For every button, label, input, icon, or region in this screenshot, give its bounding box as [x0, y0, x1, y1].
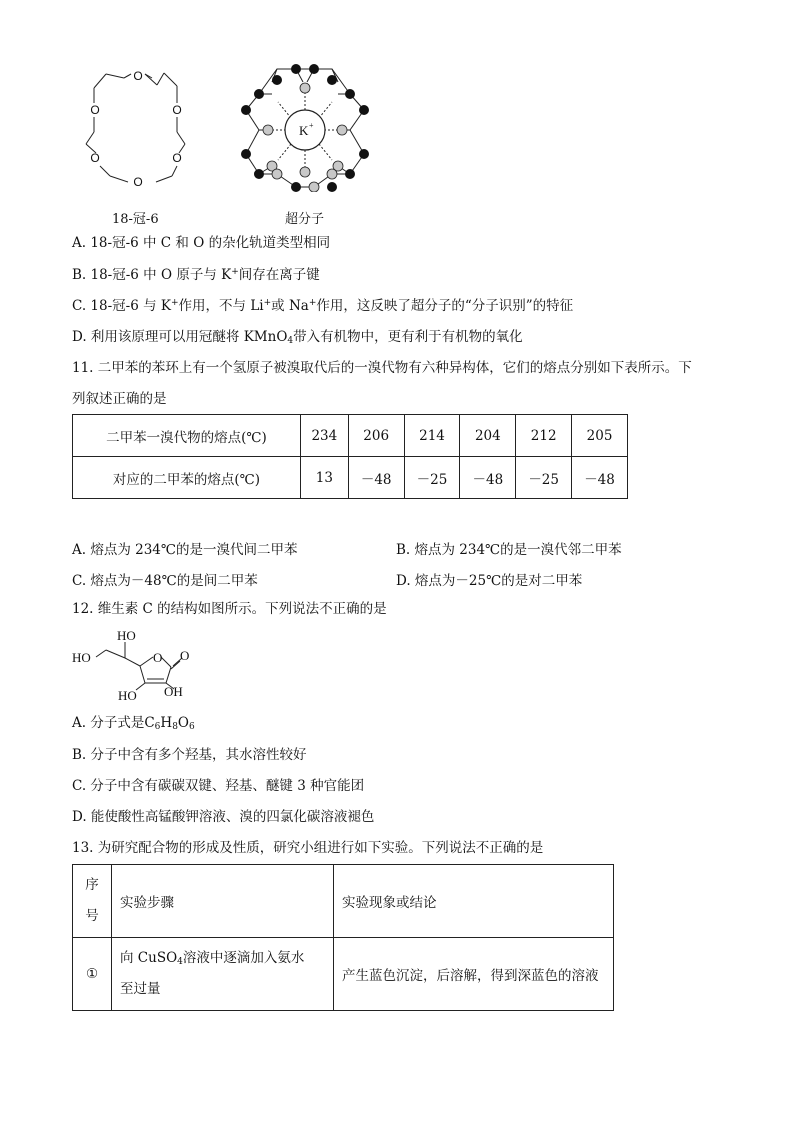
vc-ho-left: HO	[72, 650, 91, 665]
q11-cell: 212	[516, 415, 572, 457]
q11-cell: －25	[404, 457, 460, 499]
q11-option-d: D. 熔点为－25℃的是对二甲苯	[396, 573, 583, 589]
q13-row1-number: ①	[73, 938, 112, 1011]
q13-row1-result: 产生蓝色沉淀，后溶解，得到深蓝色的溶液	[334, 938, 614, 1011]
q10-option-d: D. 利用该原理可以用冠醚将 KMnO$_4$带入有机物中，更有利于有机物的氧化	[72, 329, 523, 346]
k-ion-charge: +	[309, 121, 314, 130]
q12-option-c: C. 分子中含有碳碳双键、羟基、醚键 3 种官能团	[72, 778, 365, 794]
q11-cell: 214	[404, 415, 460, 457]
q11-cell: －48	[348, 457, 404, 499]
q11-stem-line-1: 11. 二甲苯的苯环上有一个氢原子被溴取代后的一溴代物有六种异构体，它们的熔点分别如下表所示。下	[72, 360, 692, 376]
q10-option-a: A. 18-冠-6 中 C 和 O 的杂化轨道类型相同	[72, 235, 331, 251]
q13-header-number: 序 号	[73, 865, 112, 938]
crown-o-4: O	[133, 175, 143, 189]
q11-cell: －48	[460, 457, 516, 499]
q11-melting-point-table	[72, 414, 628, 499]
crown-ether-structure	[66, 58, 216, 208]
vitamin-c-structure	[70, 624, 200, 704]
crown-o-5: O	[90, 151, 100, 165]
crown-o-3: O	[172, 151, 182, 165]
vc-o-ring: O	[153, 650, 163, 665]
q11-cell: －48	[572, 457, 628, 499]
q13-row1-step: 向 CuSO$_4$溶液中逐滴加入氨水 至过量	[112, 938, 334, 1011]
q11-cell: 205	[572, 415, 628, 457]
q12-option-b: B. 分子中含有多个羟基，其水溶性较好	[72, 747, 307, 763]
q10-option-c: C. 18-冠-6 与 K+作用，不与 Li+或 Na+作用，这反映了超分子的“分子识别”的特征	[72, 298, 574, 314]
q13-header-step: 实验步骤	[112, 865, 334, 938]
q13-experiment-table	[72, 864, 614, 1011]
k-ion-label: K	[299, 123, 309, 138]
q11-stem-line-2: 列叙述正确的是	[72, 391, 167, 407]
q11-cell: 234	[300, 415, 348, 457]
vc-ho-bottom: HO	[118, 688, 137, 703]
q11-cell: －25	[516, 457, 572, 499]
q10-option-b: B. 18-冠-6 中 O 原子与 K+间存在离子键	[72, 267, 320, 283]
q11-cell: 204	[460, 415, 516, 457]
q12-option-a: A. 分子式是$C_6H_8O_6$	[72, 715, 195, 732]
vc-ho-top: HO	[117, 628, 136, 643]
q11-row2-label: 对应的二甲苯的熔点(℃)	[73, 457, 301, 499]
q11-cell: 13	[300, 457, 348, 499]
q11-cell: 206	[348, 415, 404, 457]
supra-caption: 超分子	[285, 212, 325, 227]
vc-o-carbonyl: O	[180, 648, 190, 663]
q13-stem: 13. 为研究配合物的形成及性质，研究小组进行如下实验。下列说法不正确的是	[72, 840, 544, 856]
q11-row1-label: 二甲苯一溴代物的熔点(℃)	[73, 415, 301, 457]
q13-header-result: 实验现象或结论	[334, 865, 614, 938]
vc-oh-bottom: OH	[164, 684, 183, 699]
supramolecule-structure	[236, 62, 381, 192]
crown-caption: 18-冠-6	[112, 212, 159, 227]
crown-o-1: O	[133, 69, 143, 83]
crown-o-6: O	[90, 103, 100, 117]
q11-option-b: B. 熔点为 234℃的是一溴代邻二甲苯	[396, 542, 622, 558]
q11-option-a: A. 熔点为 234℃的是一溴代间二甲苯	[72, 542, 298, 558]
q12-stem: 12. 维生素 C 的结构如图所示。下列说法不正确的是	[72, 601, 387, 617]
q12-option-d: D. 能使酸性高锰酸钾溶液、溴的四氯化碳溶液褪色	[72, 809, 375, 825]
crown-o-2: O	[172, 103, 182, 117]
q11-option-c: C. 熔点为－48℃的是间二甲苯	[72, 573, 258, 589]
